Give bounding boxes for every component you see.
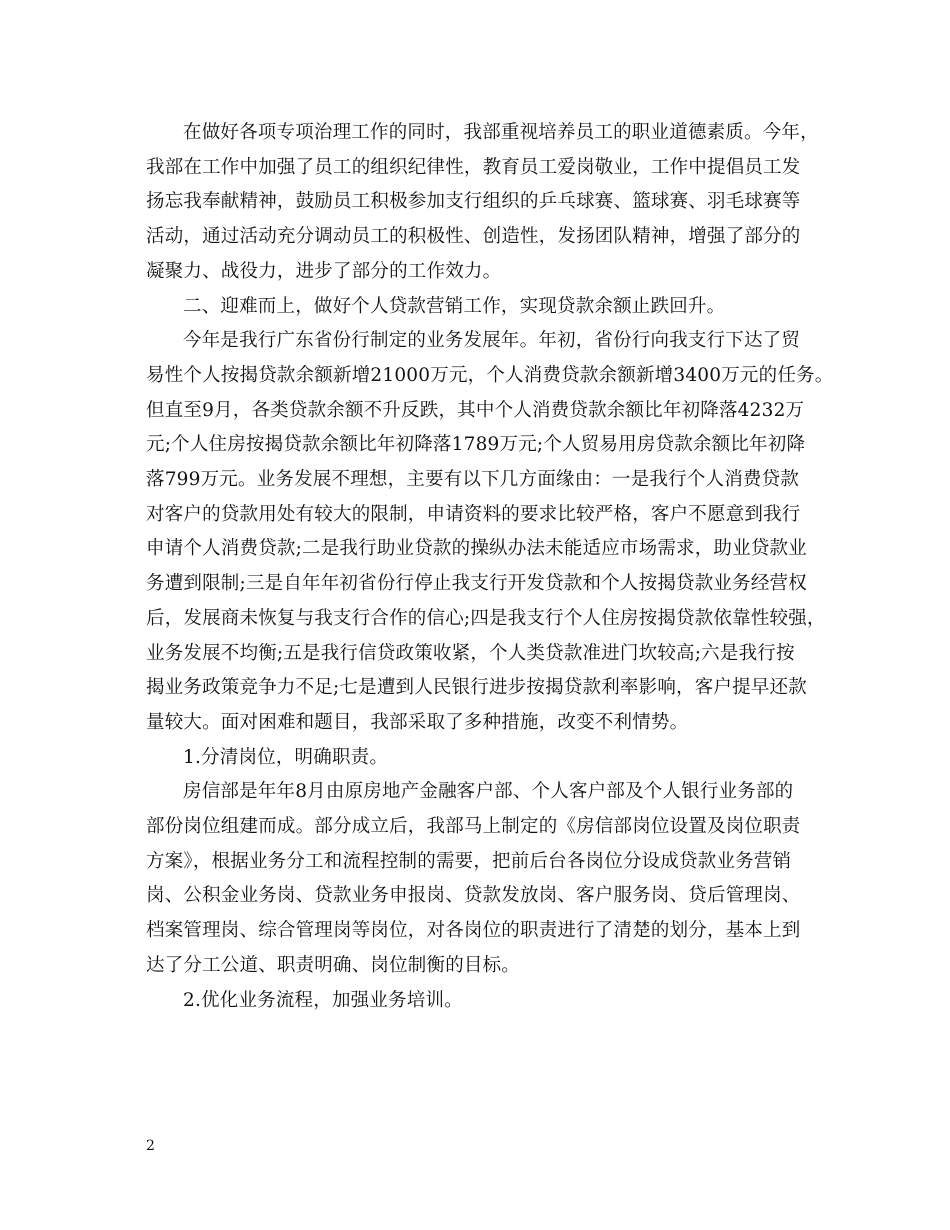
- text-line: 凝聚力、战役力，进步了部分的工作效力。: [146, 260, 502, 282]
- text-line: 扬忘我奉献精神，鼓励员工积极参加支行组织的乒乓球赛、篮球赛、羽毛球赛等: [146, 191, 801, 213]
- text-line: 档案管理岗、综合管理岗等岗位，对各岗位的职责进行了清楚的划分，基本上到: [146, 920, 801, 942]
- text-line: 岗、公积金业务岗、贷款业务申报岗、贷款发放岗、客户服务岗、贷后管理岗、: [146, 885, 801, 907]
- paragraph-department-setup: [146, 775, 816, 983]
- section-heading-loan-marketing: [146, 290, 816, 325]
- text-line: 后，发展商未恢复与我支行合作的信心;四是我支行个人住房按揭贷款依靠性较强，: [146, 607, 826, 629]
- text-line: 务遭到限制;三是自年年初省份行停止我支行开发贷款和个人按揭贷款业务经营权: [146, 573, 807, 595]
- text-line: 部份岗位组建而成。部分成立后，我部马上制定的《房信部岗位设置及岗位职责: [146, 816, 801, 838]
- paragraph-loan-situation: [146, 324, 834, 740]
- subheading-positions: [146, 741, 816, 776]
- page-number: 2: [146, 1138, 155, 1154]
- text-line: 但直至9月，各类贷款余额不升反跌，其中个人消费贷款余额比年初降落4232万: [146, 399, 805, 421]
- text-line: 活动，通过活动充分调动员工的积极性、创造性，发扬团队精神，增强了部分的: [146, 226, 801, 248]
- heading-line: 2.优化业务流程，加强业务培训。: [183, 989, 463, 1011]
- text-line: 易性个人按揭贷款余额新增21000万元，个人消费贷款余额新增3400万元的任务。: [146, 364, 834, 386]
- text-line: 申请个人消费贷款;二是我行助业贷款的操纵办法未能适应市场需求，助业贷款业: [146, 538, 807, 560]
- paragraph-staff-ethics: [146, 116, 819, 290]
- text-line: 落799万元。业务发展不理想，主要有以下几方面缘由：一是我行个人消费贷款: [146, 469, 800, 491]
- subheading-process-training: [146, 984, 816, 1019]
- text-line: 元;个人住房按揭贷款余额比年初降落1789万元;个人贸易用房贷款余额比年初降: [146, 434, 806, 456]
- text-line: 对客户的贷款用处有较大的限制，申请资料的要求比较严格，客户不愿意到我行: [146, 503, 801, 525]
- text-line: 今年是我行广东省份行制定的业务发展年。年初，省份行向我支行下达了贸: [183, 330, 801, 352]
- document-body: [146, 116, 834, 1018]
- text-line: 达了分工公道、职责明确、岗位制衡的目标。: [146, 954, 521, 976]
- text-line: 量较大。面对困难和题目，我部采取了多种措施，改变不利情势。: [146, 711, 689, 733]
- text-line: 揭业务政策竞争力不足;七是遭到人民银行进步按揭贷款利率影响，客户提早还款: [146, 677, 807, 699]
- heading-line: 1.分清岗位，明确职责。: [183, 746, 389, 768]
- text-line: 房信部是年年8月由原房地产金融客户部、个人客户部及个人银行业务部的: [183, 781, 794, 803]
- text-line: 方案》，根据业务分工和流程控制的需要，把前后台各岗位分设成贷款业务营销: [146, 850, 792, 872]
- text-line: 在做好各项专项治理工作的同时，我部重视培养员工的职业道德素质。今年，: [183, 122, 819, 143]
- text-line: 业务发展不均衡;五是我行信贷政策收紧，个人类贷款准进门坎较高;六是我行按: [146, 642, 795, 664]
- heading-line: 二、迎难而上，做好个人贷款营销工作，实现贷款余额止跌回升。: [183, 295, 726, 317]
- text-line: 我部在工作中加强了员工的组织纪律性，教育员工爱岗敬业，工作中提倡员工发: [146, 156, 801, 178]
